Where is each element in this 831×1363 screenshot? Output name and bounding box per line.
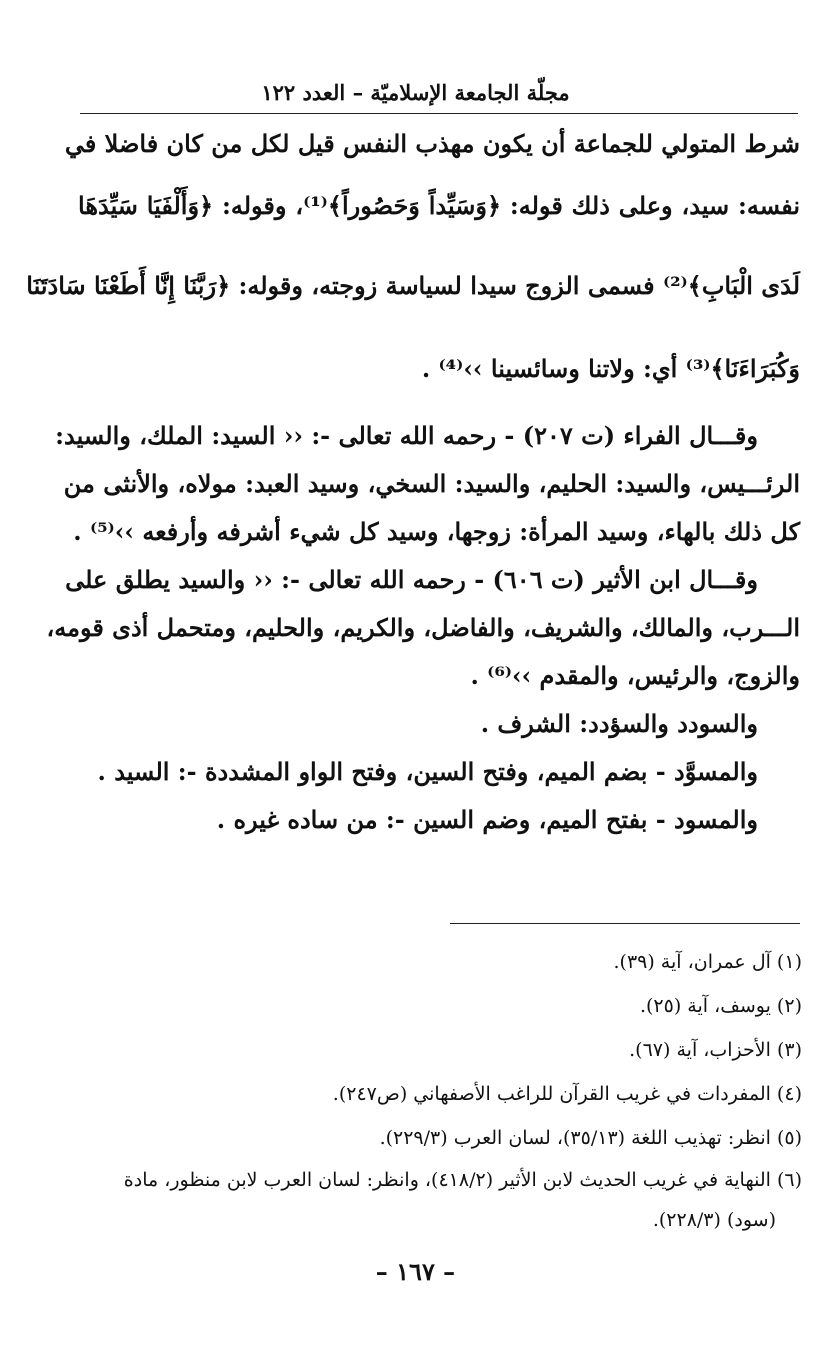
text-line: شرط المتولي للجماعة أن يكون مهذب النفس قيل لكل من كان فاضلا في bbox=[64, 129, 800, 158]
footnotes bbox=[78, 940, 802, 1240]
text-line: والزوج، والرئيس، والمقدم ››⁽⁶⁾ . bbox=[470, 661, 800, 690]
text-line: والمسوَّد - بضم الميم، وفتح السين، وفتح الواو المشددة -: السيد . bbox=[97, 757, 758, 786]
text-line: والمسود - بفتح الميم، وضم السين -: من ساده غيره . bbox=[216, 805, 758, 834]
text-line: والسودد والسؤدد: الشرف . bbox=[480, 709, 758, 738]
running-header: مجلّة الجامعة الإسلاميّة – العدد ١٢٢ bbox=[261, 80, 570, 105]
text-line: وقـــال الفراء (ت ٢٠٧) - رحمه الله تعالى -: ‹‹ السيد: الملك، والسيد: bbox=[55, 421, 758, 450]
footnote-6: (٦) النهاية في غريب الحديث لابن الأثير (٤١٨/٢)، وانظر: لسان العرب لابن منظور، مادة bbox=[123, 1169, 802, 1191]
footnote-6-continued: (سود) (٢٢٨/٣). bbox=[652, 1209, 776, 1231]
footnote-1: (١) آل عمران، آية (٣٩). bbox=[613, 951, 802, 973]
header-divider bbox=[80, 113, 798, 114]
footnote-2: (٢) يوسف، آية (٢٥). bbox=[639, 995, 802, 1017]
footnote-4: (٤) المفردات في غريب القرآن للراغب الأصفهاني (ص٢٤٧). bbox=[332, 1083, 802, 1105]
footnote-5: (٥) انظر: تهذيب اللغة (٣٥/١٣)، لسان العرب (٢٢٩/٣). bbox=[379, 1127, 802, 1149]
footnote-3: (٣) الأحزاب، آية (٦٧). bbox=[629, 1039, 802, 1061]
text-line: لَدَى الْبَابِ﴾⁽²⁾ فسمى الزوج سيدا لسياسة زوجته، وقوله: ﴿رَبَّنَا إِنَّا أَطَعْنَا سَادَتَنَا bbox=[26, 271, 800, 300]
text-line: الرئـــيس، والسيد: الحليم، والسيد: السخي، وسيد العبد: مولاه، والأنثى من bbox=[63, 469, 800, 498]
text-line: وَكُبَرَاءَنَا﴾⁽³⁾ أي: ولاتنا وسائسينا ››⁽⁴⁾ . bbox=[421, 354, 800, 383]
footnote-divider bbox=[450, 923, 800, 924]
main-text bbox=[26, 122, 800, 844]
text-line: وقـــال ابن الأثير (ت ٦٠٦) - رحمه الله تعالى -: ‹‹ والسيد يطلق على bbox=[65, 565, 758, 594]
text-line: نفسه: سيد، وعلى ذلك قوله: ﴿وَسَيِّداً وَحَصُوراً﴾⁽¹⁾، وقوله: ﴿وَأَلْفَيَا سَيِّدَهَا bbox=[78, 191, 800, 220]
page-number: – ١٦٧ – bbox=[375, 1257, 456, 1286]
text-line: كل ذلك بالهاء، وسيد المرأة: زوجها، وسيد كل شيء أشرفه وأرفعه ››⁽⁵⁾ . bbox=[73, 517, 800, 546]
text-line: الـــرب، والمالك، والشريف، والفاضل، والكريم، والحليم، ومتحمل أذى قومه، bbox=[46, 613, 800, 642]
